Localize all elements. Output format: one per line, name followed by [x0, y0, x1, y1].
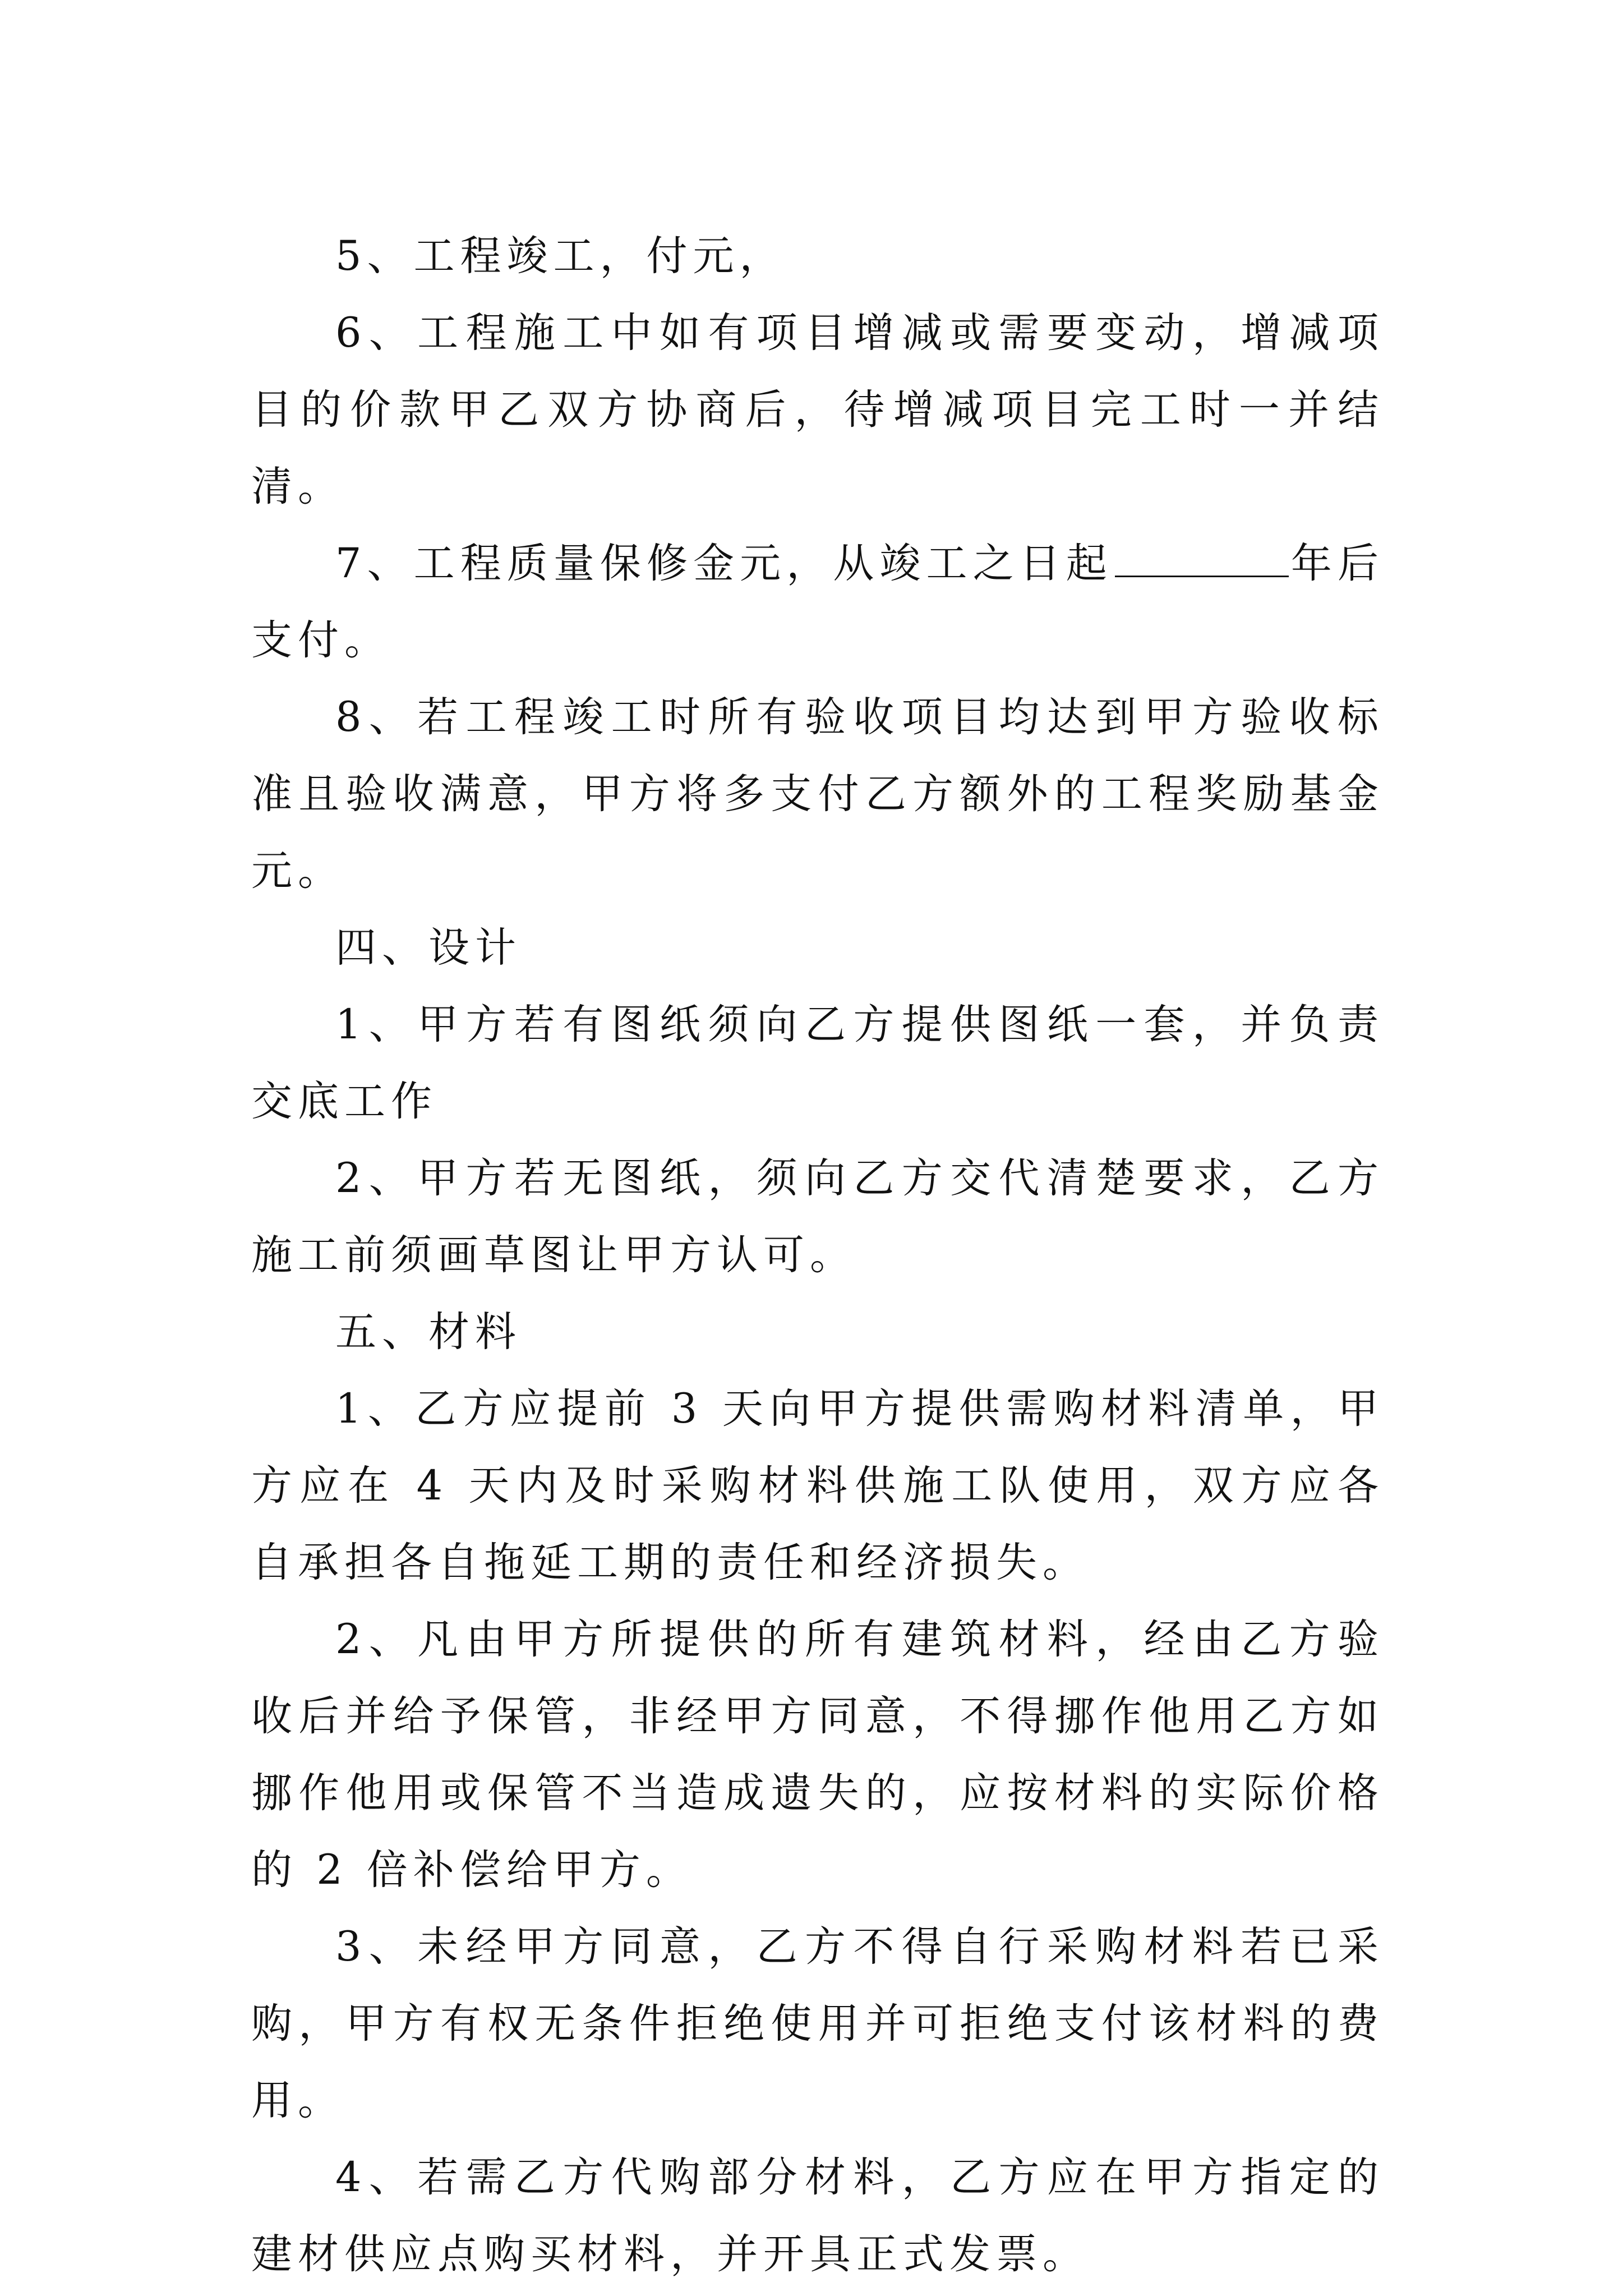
materials-clause-4: 4、若需乙方代购部分材料，乙方应在甲方指定的建材供应点购买材料，并开具正式发票。 — [251, 2154, 1384, 2278]
materials-clause-3: 3、未经甲方同意，乙方不得自行采购材料若已采购，甲方有权无条件拒绝使用并可拒绝支付该材料的费用。 — [251, 1923, 1384, 2124]
clause-7-warranty-deposit — [251, 525, 1384, 679]
clause-6-item-changes: 6、工程施工中如有项目增减或需要变动，增减项目的价款甲乙双方协商后，待增减项目完工时一并结清。 — [251, 309, 1384, 510]
clause-7-text-before: 7、工程质量保修金元，从竣工之日起 — [335, 540, 1113, 587]
materials-clause-1: 1、乙方应提前 3 天向甲方提供需购材料清单，甲方应在 4 天内及时采购材料供施工队使用，双方应各自承担各自拖延工期的责任和经济损失。 — [251, 1385, 1384, 1586]
section-heading-materials: 五、材料 — [335, 1308, 522, 1356]
materials-clause-2: 2、凡由甲方所提供的所有建筑材料，经由乙方验收后并给予保管，非经甲方同意，不得挪作他用乙方如挪作他用或保管不当造成遗失的，应按材料的实际价格的 2 倍补偿给甲方。 — [251, 1616, 1384, 1894]
clause-7-text-after: 年后支付。 — [251, 540, 1384, 664]
document-body — [251, 218, 1384, 2293]
clause-5-completion-payment: 5、工程竣工，付元， — [335, 232, 786, 280]
fill-in-blank-years — [1115, 542, 1289, 577]
clause-8-bonus-fund: 8、若工程竣工时所有验收项目均达到甲方验收标准且验收满意，甲方将多支付乙方额外的工程奖励基金元。 — [251, 693, 1384, 895]
section-heading-design: 四、设计 — [335, 924, 522, 972]
design-clause-1: 1、甲方若有图纸须向乙方提供图纸一套，并负责交底工作 — [251, 1001, 1384, 1125]
design-clause-2: 2、甲方若无图纸，须向乙方交代清楚要求，乙方施工前须画草图让甲方认可。 — [251, 1154, 1384, 1279]
